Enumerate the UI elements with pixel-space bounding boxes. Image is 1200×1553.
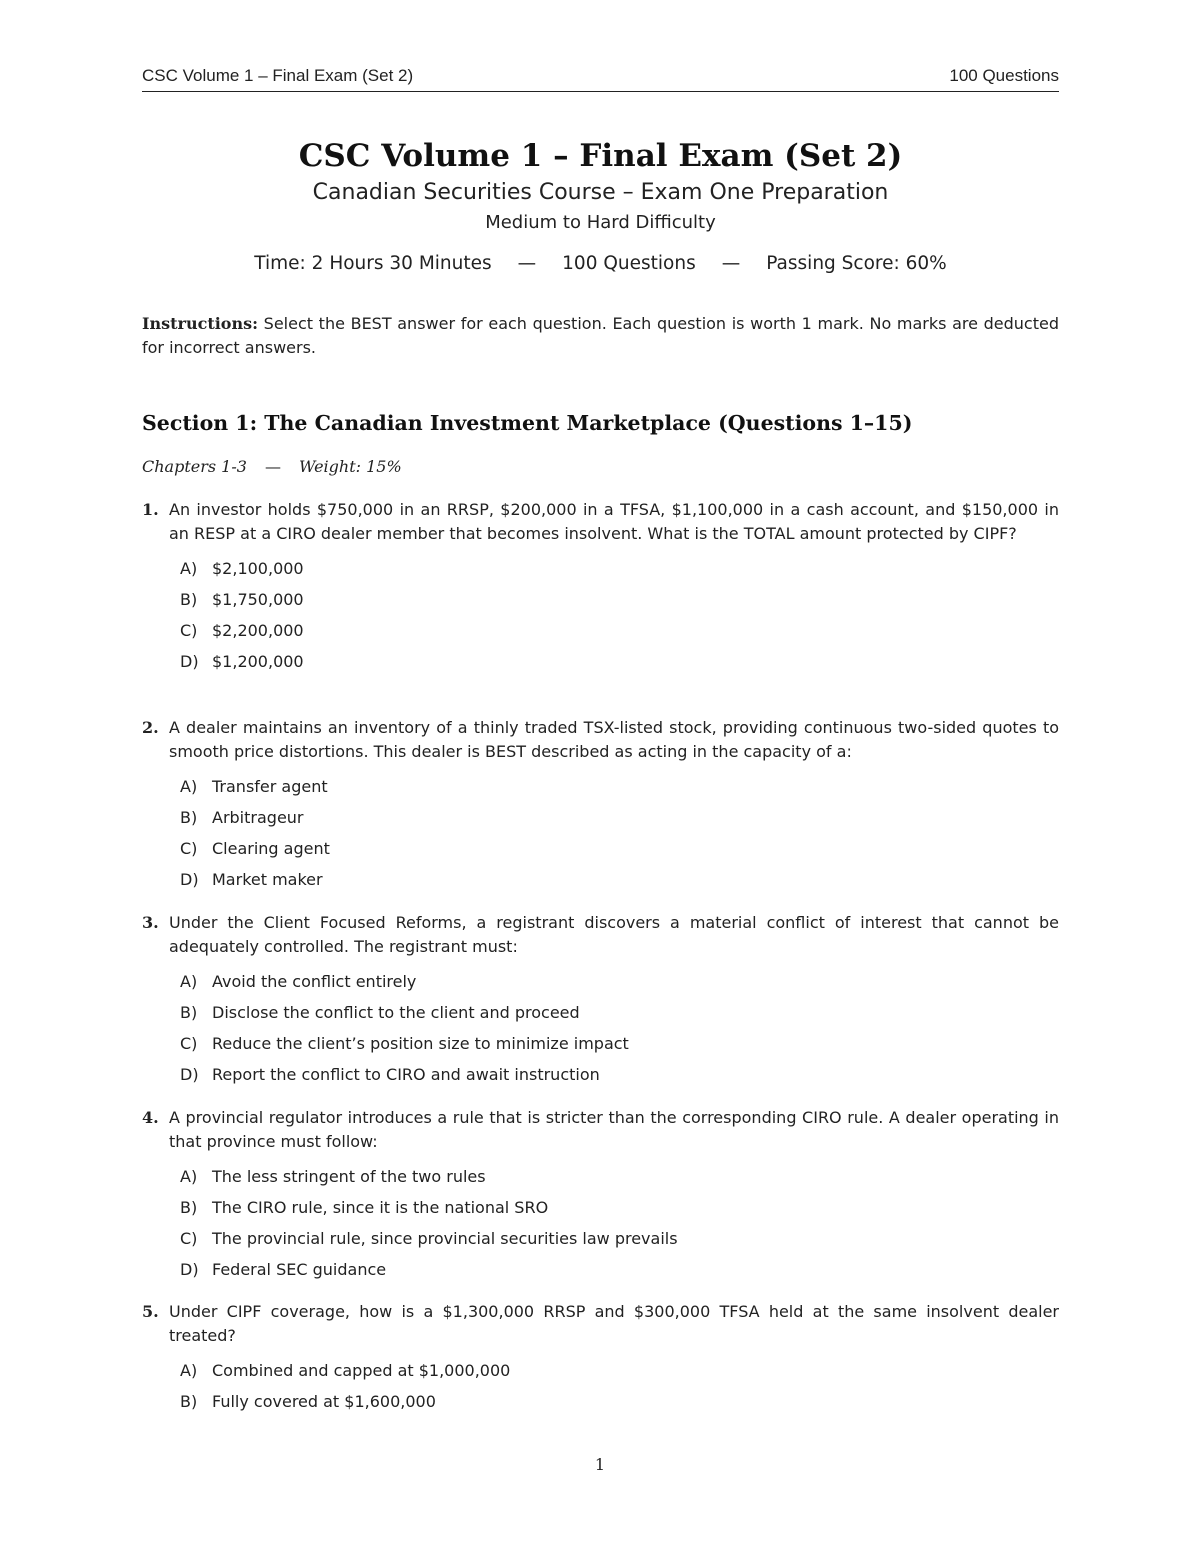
option-letter: C) (180, 839, 198, 858)
question-text: Under CIPF coverage, how is a $1,300,000 RRSP and $300,000 TFSA held at the same insolvent dealer treated? (169, 1302, 1059, 1345)
question-text: An investor holds $750,000 in an RRSP, $200,000 in a TFSA, $1,100,000 in a cash account, and $150,000 in an RESP at a CIRO dealer member that becomes insolvent. What is the TOTAL amount protected by CIPF? (169, 500, 1059, 543)
answer-option[interactable] (180, 1063, 1059, 1094)
option-letter: C) (180, 1034, 198, 1053)
answer-options (180, 1359, 1059, 1421)
option-text: Combined and capped at $1,000,000 (212, 1361, 511, 1380)
section-separator: — (264, 457, 281, 476)
answer-option[interactable] (180, 1227, 1059, 1258)
option-text: $1,750,000 (212, 590, 304, 609)
option-letter: C) (180, 1229, 198, 1248)
answer-option[interactable] (180, 1032, 1059, 1063)
answer-option[interactable] (180, 868, 1059, 899)
option-letter: A) (180, 559, 198, 578)
answer-option[interactable] (180, 1390, 1059, 1421)
option-text: Arbitrageur (212, 808, 304, 827)
option-text: Clearing agent (212, 839, 330, 858)
instructions-label: Instructions: (142, 314, 259, 333)
answer-option[interactable] (180, 1165, 1059, 1196)
time-limit: Time: 2 Hours 30 Minutes (254, 253, 492, 274)
option-text: $2,100,000 (212, 559, 304, 578)
option-letter: D) (180, 870, 199, 889)
answer-option[interactable] (180, 557, 1059, 588)
running-header-count: 100 Questions (949, 66, 1059, 85)
option-text: Disclose the conflict to the client and proceed (212, 1003, 580, 1022)
meta-separator: — (721, 253, 741, 274)
question-3 (142, 911, 1059, 1094)
answer-option[interactable] (180, 970, 1059, 1001)
option-text: The CIRO rule, since it is the national SRO (212, 1198, 549, 1217)
answer-options (180, 775, 1059, 899)
answer-option[interactable] (180, 650, 1059, 681)
question-number: 3. (142, 913, 159, 932)
option-text: $2,200,000 (212, 621, 304, 640)
option-text: Market maker (212, 870, 323, 889)
option-letter: C) (180, 621, 198, 640)
question-number: 4. (142, 1108, 159, 1127)
question-number: 2. (142, 718, 159, 737)
option-text: Federal SEC guidance (212, 1260, 387, 1279)
question-2 (142, 716, 1059, 899)
question-5 (142, 1300, 1059, 1421)
option-letter: B) (180, 1392, 198, 1411)
instructions (142, 312, 1059, 360)
question-text: A provincial regulator introduces a rule that is stricter than the corresponding CIRO rule. A dealer operating in that province must follow: (169, 1108, 1059, 1151)
answer-option[interactable] (180, 806, 1059, 837)
option-text: The less stringent of the two rules (212, 1167, 486, 1186)
document-title: CSC Volume 1 – Final Exam (Set 2) (298, 138, 903, 174)
option-letter: D) (180, 1065, 199, 1084)
question-text: Under the Client Focused Reforms, a registrant discovers a material conflict of interest that cannot be adequately controlled. The registrant must: (169, 913, 1059, 956)
header-divider (142, 91, 1059, 92)
answer-options (180, 970, 1059, 1094)
section-weight: Weight: 15% (298, 457, 402, 476)
option-letter: A) (180, 777, 198, 796)
option-text: Reduce the client’s position size to minimize impact (212, 1034, 629, 1053)
option-text: The provincial rule, since provincial securities law prevails (212, 1229, 678, 1248)
option-letter: B) (180, 808, 198, 827)
option-text: $1,200,000 (212, 652, 304, 671)
answer-option[interactable] (180, 1359, 1059, 1390)
option-letter: B) (180, 1198, 198, 1217)
option-letter: B) (180, 590, 198, 609)
option-text: Avoid the conflict entirely (212, 972, 417, 991)
answer-option[interactable] (180, 1258, 1059, 1289)
option-letter: D) (180, 1260, 199, 1279)
option-text: Fully covered at $1,600,000 (212, 1392, 436, 1411)
running-header (142, 66, 1059, 90)
option-letter: A) (180, 1361, 198, 1380)
question-1 (142, 498, 1059, 681)
answer-option[interactable] (180, 837, 1059, 868)
question-text: A dealer maintains an inventory of a thinly traded TSX-listed stock, providing continuous two-sided quotes to smooth price distortions. This dealer is BEST described as acting in the capacity of a: (169, 718, 1059, 761)
answer-option[interactable] (180, 619, 1059, 650)
answer-options (180, 1165, 1059, 1289)
section-subheading (142, 455, 1059, 479)
meta-separator: — (517, 253, 537, 274)
question-count: 100 Questions (562, 253, 696, 274)
question-number: 5. (142, 1302, 159, 1321)
section-heading: Section 1: The Canadian Investment Marketplace (Questions 1–15) (142, 411, 913, 435)
title-block (142, 136, 1059, 277)
option-letter: A) (180, 972, 198, 991)
document-subtitle: Canadian Securities Course – Exam One Preparation (312, 180, 889, 205)
answer-option[interactable] (180, 1196, 1059, 1227)
answer-option[interactable] (180, 775, 1059, 806)
option-text: Transfer agent (212, 777, 328, 796)
option-letter: D) (180, 652, 199, 671)
answer-options (180, 557, 1059, 681)
answer-option[interactable] (180, 1001, 1059, 1032)
answer-option[interactable] (180, 588, 1059, 619)
option-letter: A) (180, 1167, 198, 1186)
section-chapters: Chapters 1-3 (142, 457, 247, 476)
question-4 (142, 1106, 1059, 1289)
exam-meta (142, 251, 1059, 277)
option-text: Report the conflict to CIRO and await instruction (212, 1065, 600, 1084)
option-letter: B) (180, 1003, 198, 1022)
difficulty-label: Medium to Hard Difficulty (485, 212, 716, 233)
instructions-text: Select the BEST answer for each question. Each question is worth 1 mark. No marks are deducted for incorrect answers. (142, 314, 1059, 357)
question-number: 1. (142, 500, 159, 519)
passing-score: Passing Score: 60% (766, 253, 947, 274)
page-number: 1 (594, 1455, 606, 1474)
running-header-title: CSC Volume 1 – Final Exam (Set 2) (142, 66, 414, 85)
